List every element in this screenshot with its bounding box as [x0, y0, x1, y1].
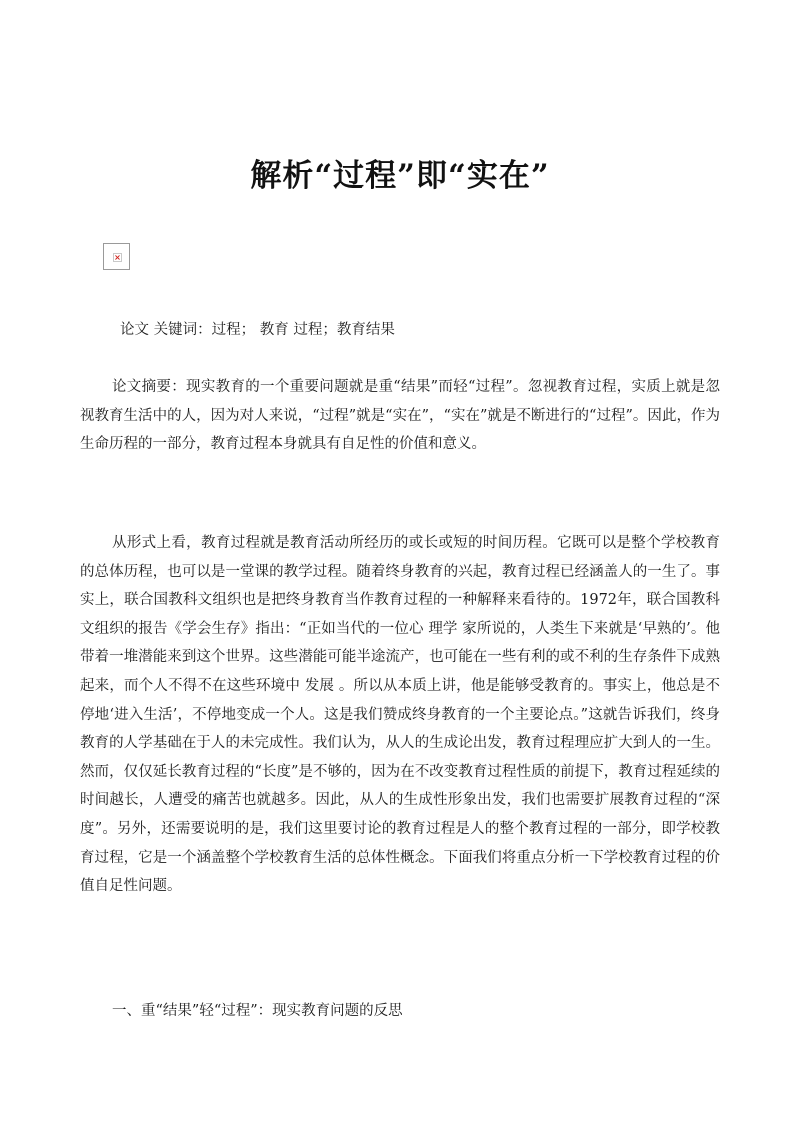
- abstract-paragraph: 论文摘要：现实教育的一个重要问题就是重“结果”而轻“过程”。忽视教育过程，实质上就是忽视教育生活中的人，因为对人来说，“过程”就是“实在”，“实在”就是不断进行的“过程”。因此，作为生命历程的一部分，教育过程本身就具有自足性的价值和意义。: [80, 379, 720, 453]
- document-title: 解析“过程”即“实在”: [250, 158, 550, 194]
- broken-image-icon: [103, 243, 130, 270]
- section-heading: 一、重“结果”轻“过程”：现实教育问题的反思: [112, 1003, 403, 1019]
- broken-image-x-mark: ×: [114, 253, 121, 262]
- body-paragraph: 从形式上看，教育过程就是教育活动所经历的或长或短的时间历程。它既可以是整个学校教育的总体历程，也可以是一堂课的教学过程。随着终身教育的兴起，教育过程已经涵盖人的一生了。事实上，联合国教科文组织也是把终身教育当作教育过程的一种解释来看待的。1972年，联合国教科文组织的报告《学会生存》指出：“正如当代的一位心 理学 家所说的，人类生下来就是‘早熟的’。他带着一堆潜能来到这个世界。这些潜能可能半途流产，也可能在一些有利的或不利的生存条件下成熟起来，而个人不得不在这些环境中 发展 。所以从本质上讲，他是能够受教育的。事实上，他总是不停地‘进入生活’，不停地变成一个人。这是我们赞成终身教育的一个主要论点。”这就告诉我们，终身教育的人学基础在于人的未完成性。我们认为，从人的生成论出发，教育过程理应扩大到人的一生。然而，仅仅延长教育过程的“长度”是不够的，因为在不改变教育过程性质的前提下，教育过程延续的时间越长，人遭受的痛苦也就越多。因此，从人的生成性形象出发，我们也需要扩展教育过程的“深度”。另外，还需要说明的是，我们这里要讨论的教育过程是人的整个教育过程的一部分，即学校教育过程，它是一个涵盖整个学校教育生活的总体性概念。下面我们将重点分析一下学校教育过程的价值自足性问题。: [80, 535, 720, 895]
- keywords-line: 论文 关键词：过程； 教育 过程；教育结果: [120, 322, 395, 338]
